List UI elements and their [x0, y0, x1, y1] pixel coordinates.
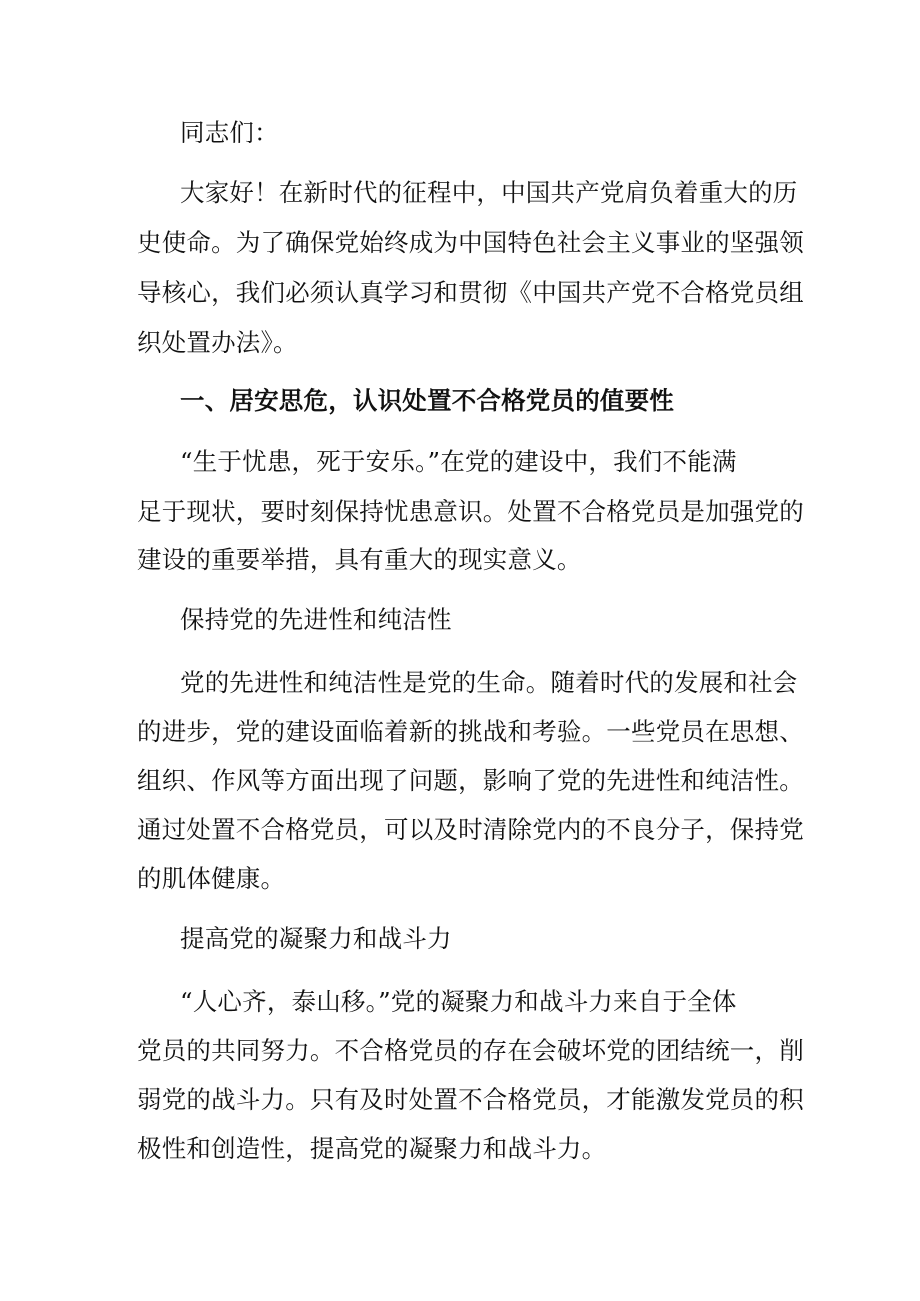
sub1-line-4: 通过处置不合格党员，可以及时清除党内的不良分子，保持党	[137, 815, 804, 844]
section1-heading: 一、居安思危，认识处置不合格党员的值要性	[180, 386, 674, 415]
sub2-heading: 提高党的凝聚力和战斗力	[180, 924, 452, 953]
section1-line-2: 足于现状，要时刻保持忧患意识。处置不合格党员是加强党的	[137, 497, 804, 526]
section1-line-3: 建设的重要举措，具有重大的现实意义。	[137, 545, 582, 574]
intro-line-2: 史使命。为了确保党始终成为中国特色社会主义事业的坚强领	[137, 228, 804, 257]
sub1-line-3: 组织、作风等方面出现了问题，影响了党的先进性和纯洁性。	[137, 766, 804, 795]
salutation: 同志们：	[180, 118, 279, 147]
intro-line-1: 大家好！在新时代的征程中，中国共产党肩负着重大的历	[180, 178, 798, 207]
sub2-line-1: “人心齐，泰山移。”党的凝聚力和战斗力来自于全体	[180, 987, 737, 1016]
sub2-line-3: 弱党的战斗力。只有及时处置不合格党员，才能激发党员的积	[137, 1085, 804, 1114]
intro-line-3: 导核心，我们必须认真学习和贯彻《中国共产党不合格党员组	[137, 278, 804, 307]
sub2-line-2: 党员的共同努力。不合格党员的存在会破坏党的团结统一，削	[137, 1036, 804, 1065]
section1-line-1: “生于忧患，死于安乐。”在党的建设中，我们不能满	[180, 447, 737, 476]
intro-line-4: 织处置办法》。	[137, 328, 298, 357]
sub1-line-5: 的肌体健康。	[137, 864, 286, 893]
sub1-line-2: 的进步，党的建设面临着新的挑战和考验。一些党员在思想、	[137, 717, 804, 746]
sub1-heading: 保持党的先进性和纯洁性	[180, 605, 452, 634]
sub2-line-4: 极性和创造性，提高党的凝聚力和战斗力。	[137, 1134, 607, 1163]
sub1-line-1: 党的先进性和纯洁性是党的生命。随着时代的发展和社会	[180, 668, 798, 697]
